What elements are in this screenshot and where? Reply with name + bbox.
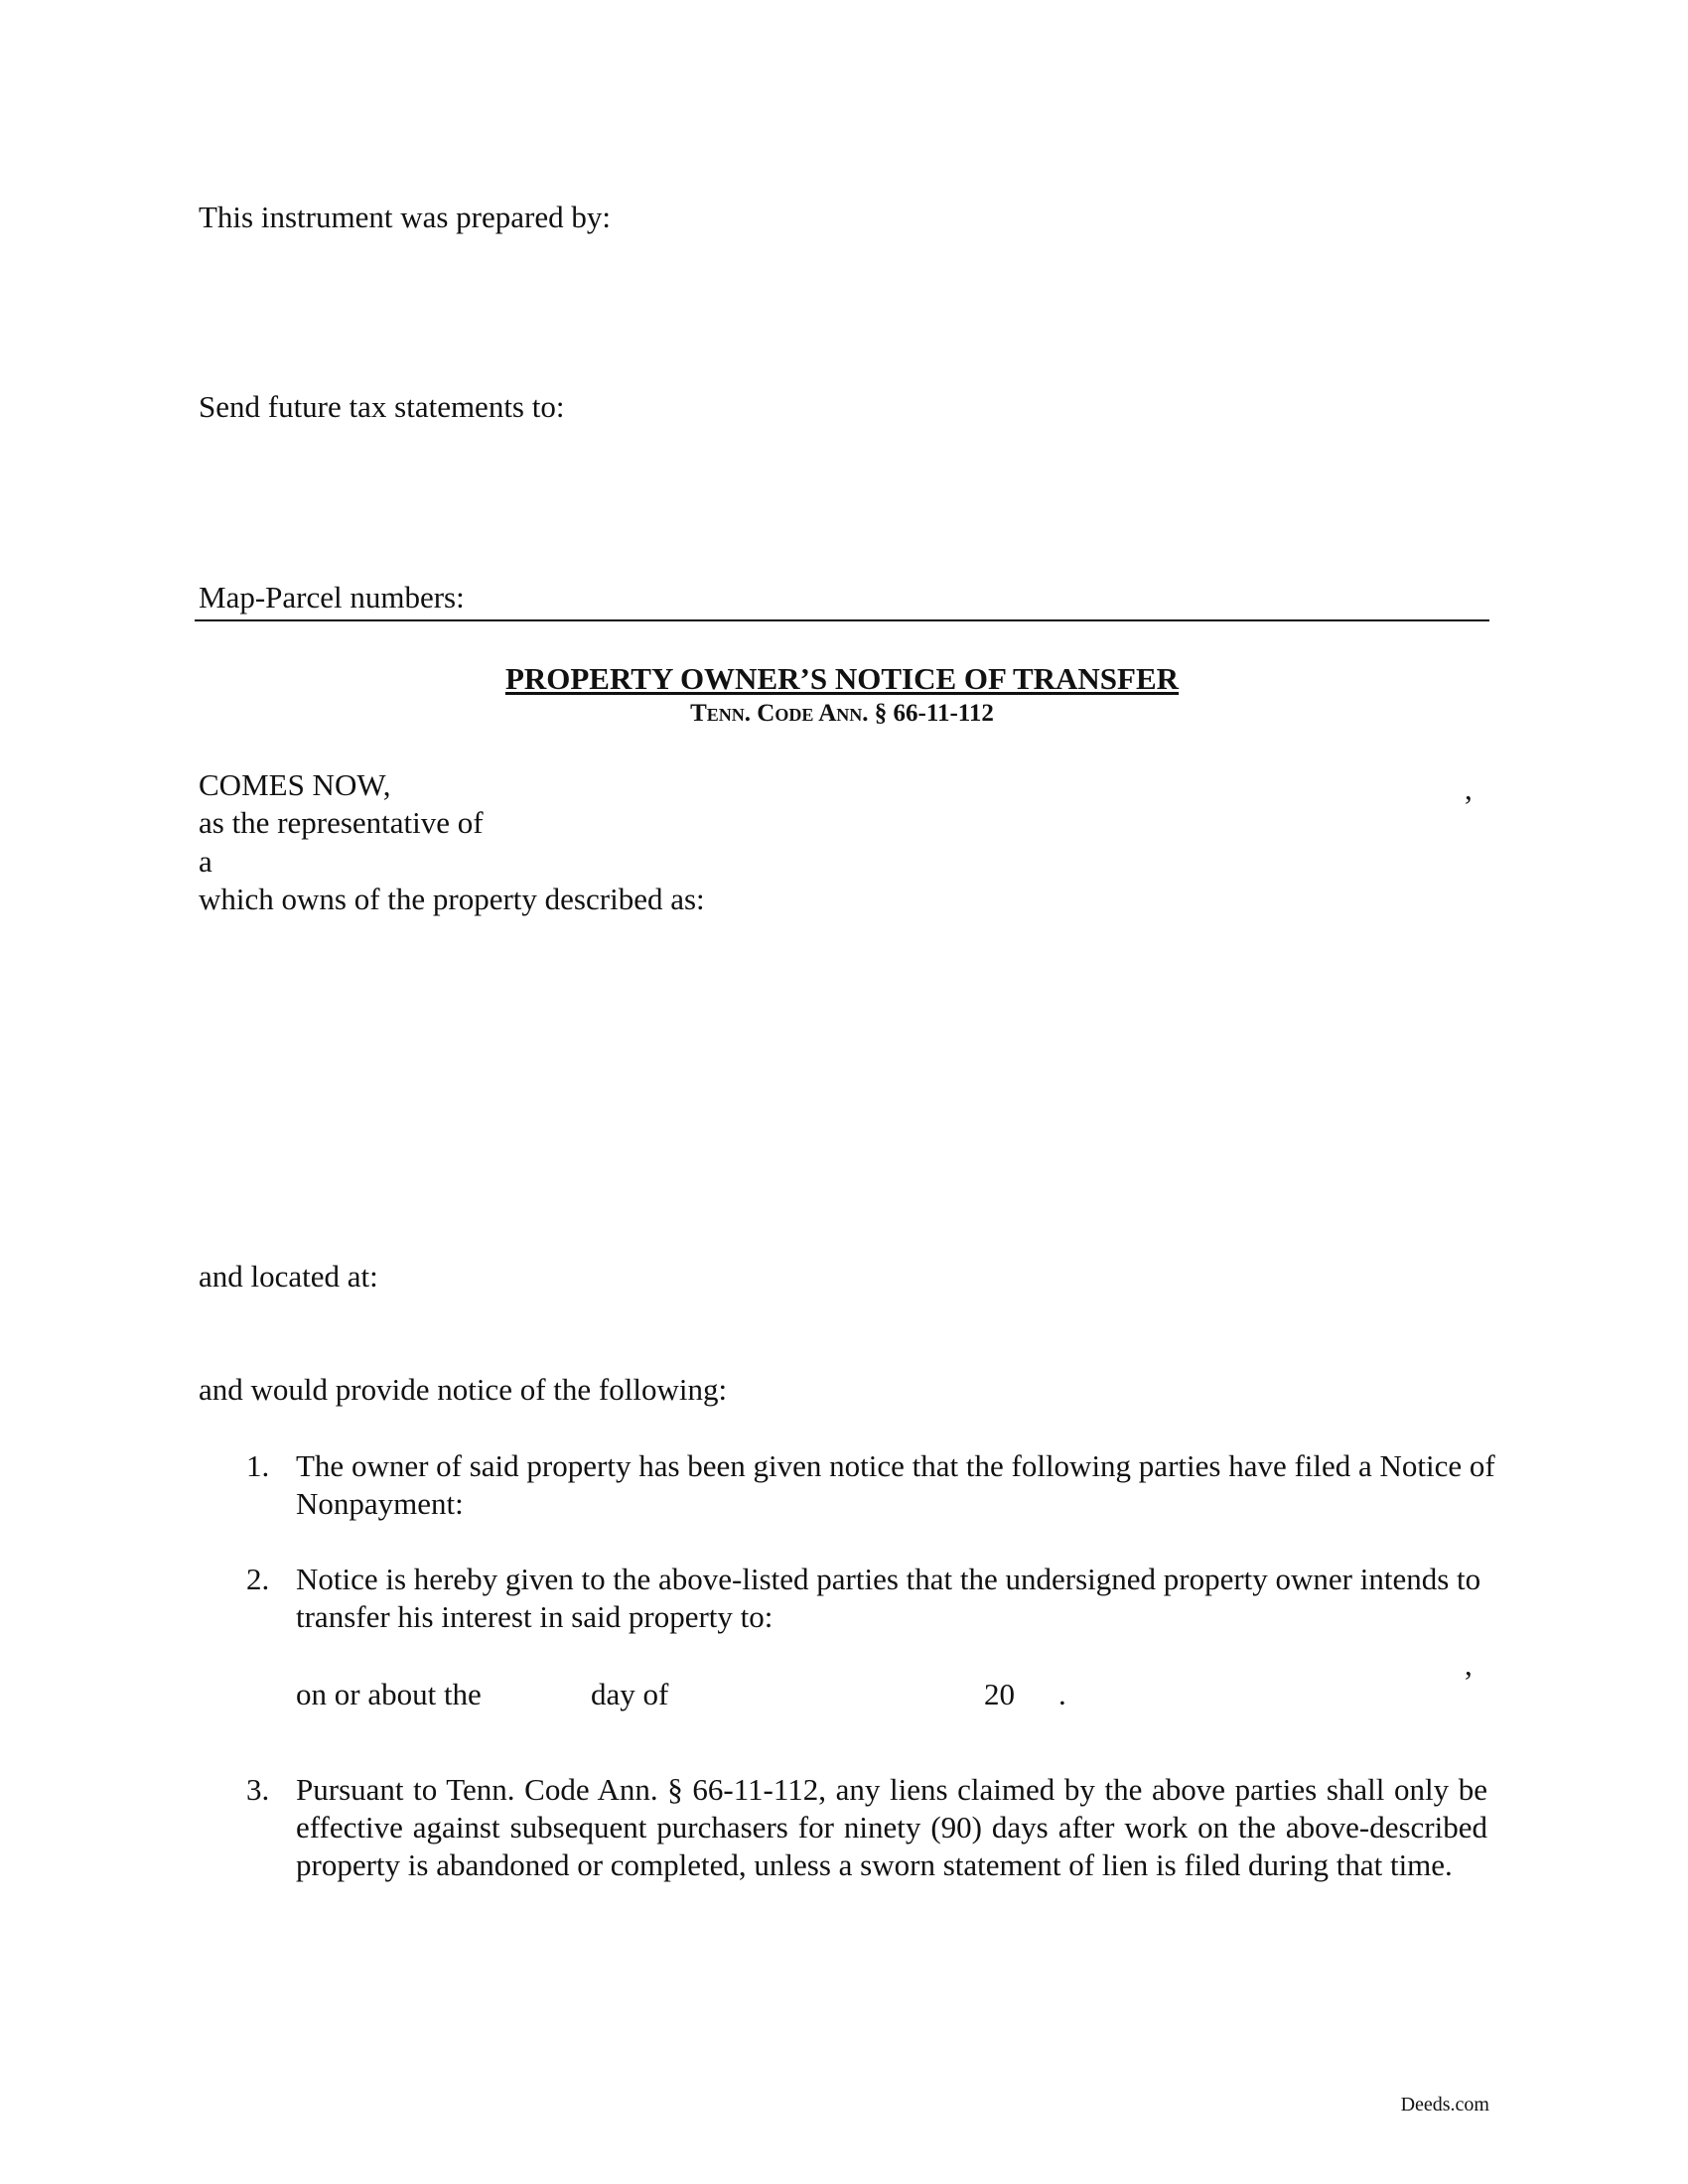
provide-notice-text: and would provide notice of the following: [199, 1372, 728, 1407]
article-text: a [199, 844, 212, 879]
document-subtitle: Tenn. Code Ann. § 66-11-112 [690, 700, 994, 727]
date-year-text: 20 [984, 1677, 1015, 1711]
prepared-by-label: This instrument was prepared by: [199, 200, 611, 234]
header-divider [195, 619, 1489, 621]
footer-brand: Deeds.com [1400, 2094, 1489, 2116]
item-1-text: The owner of said property has been given notice that the following parties have filed a Notice of Nonpayment: [296, 1448, 1495, 1521]
map-parcel-label: Map-Parcel numbers: [199, 580, 465, 614]
item-3-text: Pursuant to Tenn. Code Ann. § 66-11-112, any liens claimed by the above parties shall only be effective against subsequent purchasers for ninety (90) days after work on the above-described property is abandoned or completed, unless a sworn statement of lien is filed during that time. [296, 1772, 1487, 1882]
date-day-text: day of [591, 1677, 669, 1711]
date-period: . [1058, 1677, 1066, 1711]
owns-text: which owns of the property described as: [199, 882, 705, 916]
tax-statements-label: Send future tax statements to: [199, 389, 565, 424]
item-1-number: 1. [246, 1448, 270, 1483]
item-3-number: 3. [246, 1772, 270, 1807]
located-text: and located at: [199, 1259, 378, 1294]
document-title: PROPERTY OWNER’S NOTICE OF TRANSFER [504, 661, 1180, 696]
comes-now-text: COMES NOW, [199, 767, 391, 802]
item-2-text: Notice is hereby given to the above-listed parties that the undersigned property owner intends to transfer his interest in said property to: [296, 1562, 1481, 1634]
comes-now-comma: , [1465, 771, 1473, 806]
item-2-number: 2. [246, 1562, 270, 1596]
item-2-comma: , [1465, 1647, 1473, 1682]
date-on-text: on or about the [296, 1677, 482, 1711]
representative-text: as the representative of [199, 805, 484, 840]
